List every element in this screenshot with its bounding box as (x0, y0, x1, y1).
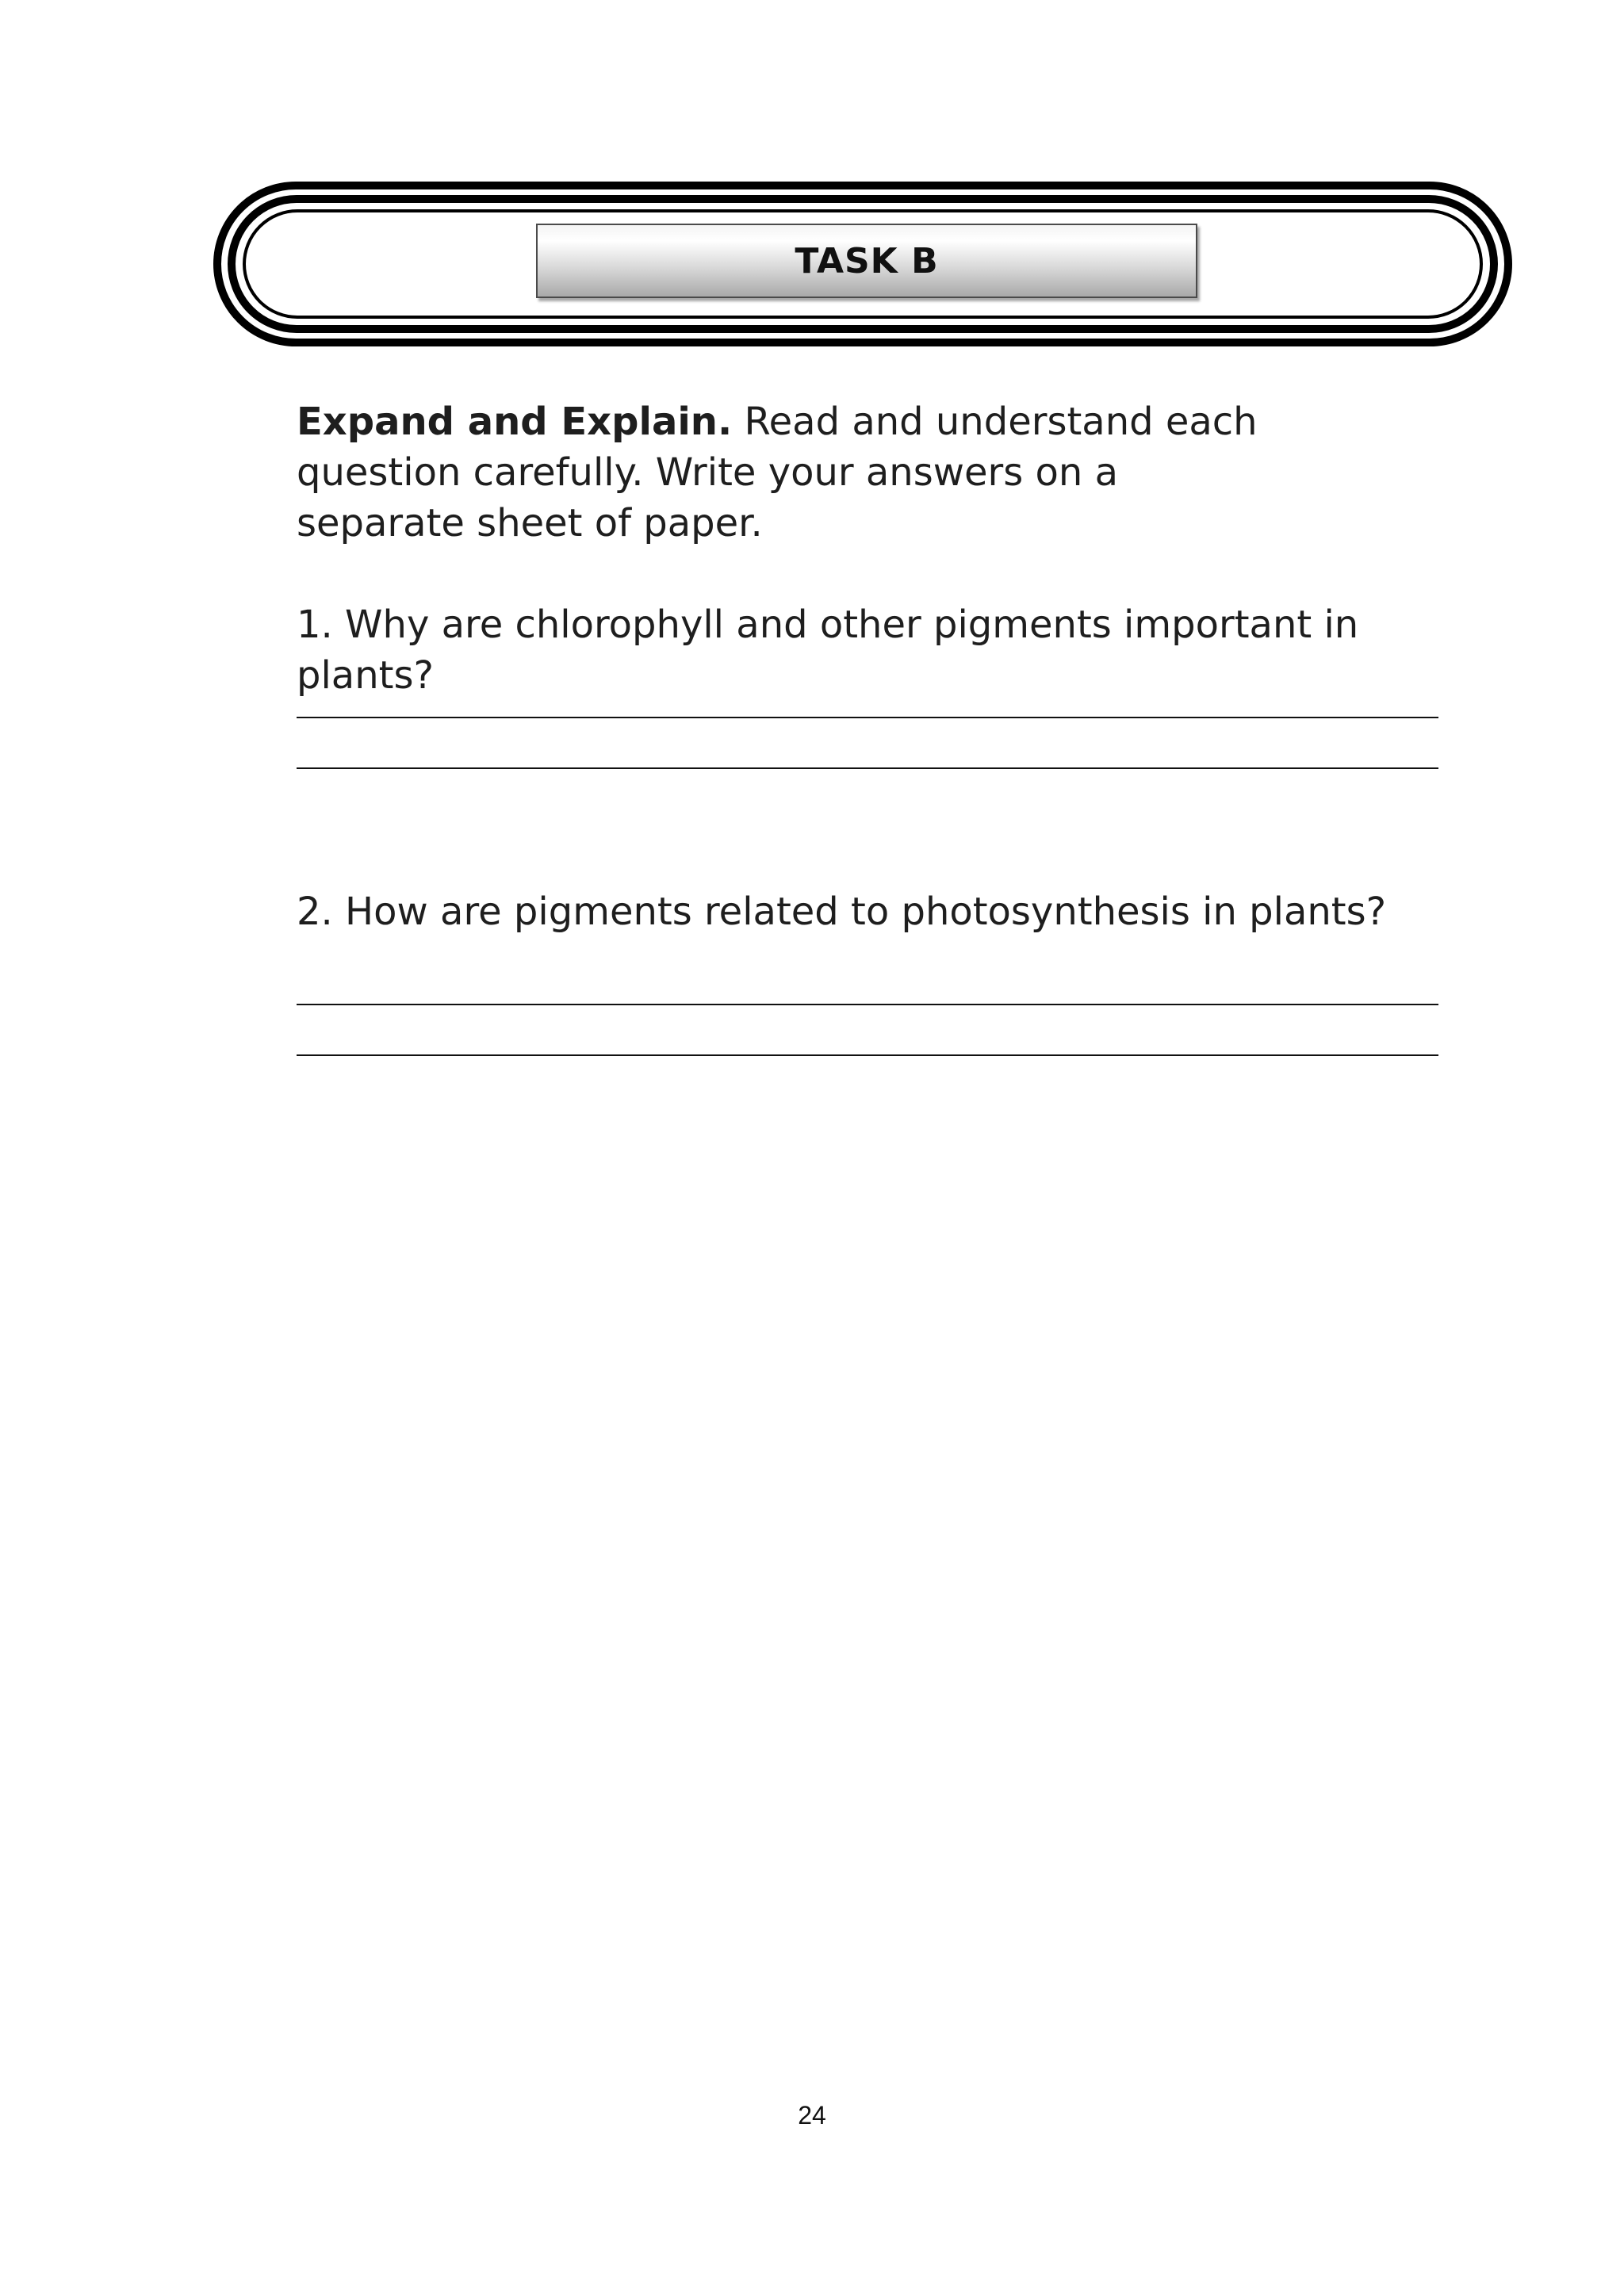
question-2: 2. How are pigments related to photosynthesis in plants? (297, 890, 1387, 934)
answer-line (297, 1004, 1438, 1005)
answer-lines-1 (297, 717, 1438, 769)
task-title: TASK B (536, 224, 1197, 298)
instructions-text: Read and understand each question carefully. Write your answers on a separate sheet of paper. (297, 400, 1258, 545)
instructions (297, 396, 1288, 549)
page-number: 24 (798, 2101, 826, 2130)
instructions-lead: Expand and Explain. (297, 400, 733, 444)
answer-lines-2 (297, 1004, 1438, 1056)
answer-line (297, 1054, 1438, 1056)
answer-line (297, 767, 1438, 769)
question-1: 1. Why are chlorophyll and other pigments important in plants? (297, 603, 1359, 698)
worksheet-content (297, 396, 1438, 1056)
task-banner (213, 181, 1513, 347)
answer-line (297, 717, 1438, 718)
